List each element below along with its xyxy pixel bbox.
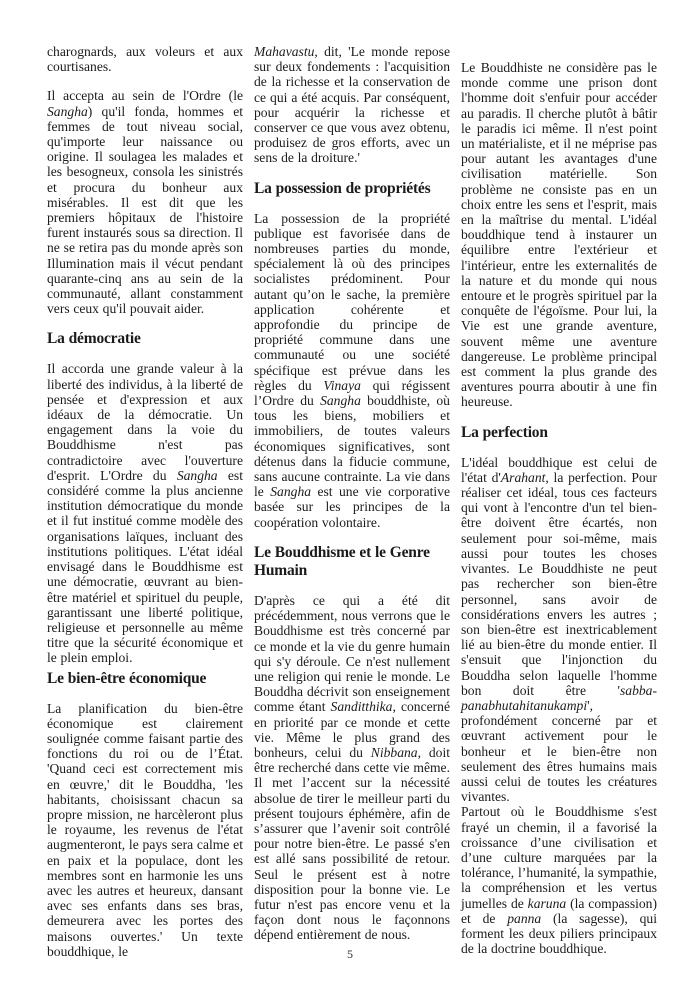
paragraph <box>254 44 450 166</box>
text-run: charognards, aux voleurs et aux courtisanes. <box>47 44 243 75</box>
text-run: (la compassion) et de <box>461 895 658 926</box>
paragraph <box>461 804 657 956</box>
text-run: , doit être recherché dans cette vie même. Il met l’accent sur la nécessité absolue de tirer le meilleur parti du présent toujours éphémère, afin de s’assurer que l’avenir soit contrôlé pour notre bien-être. Le passé s'en est allé sans possibilité de retour. Seul le présent est à notre disposition pour la bonne vie. Le futur n'est pas encore venu et la façon dont nous le façonnons dépend entièrement de nous. <box>254 744 450 943</box>
italic-term: panna <box>507 910 542 926</box>
paragraph <box>461 60 657 410</box>
text-run: , concerné en priorité par ce monde et cette vie. Même le plus grand des bonheurs, celui du <box>254 699 450 760</box>
italic-term: Sangha <box>320 393 361 409</box>
text-run: bouddhiste, où tous les biens, mobiliers et immobiliers, de toutes valeurs économiques significatives, sont détenus dans la fiducie commune, sans aucune contrainte. La vie dans le <box>254 393 450 500</box>
page-number: 5 <box>347 947 353 961</box>
text-run: est une vie corporative basée sur les principes de la coopération volontaire. <box>254 484 450 530</box>
text-run: ) qu'il fonda, hommes et femmes de tout niveau social, qu'importe leur naissance ou origine. Il soulagea les malades et les besogneux, consola les sinistrés et procura du bonheur aux misérables. Il est dit que les premiers hôpitaux de l'histoire furent instaurés sous sa direction. Il ne se retira pas du monde après son Illumination mais il vécut pendant quarante-cinq ans au sein de la communauté, allant constamment vers ceux qu'il pouvait aider. <box>47 103 243 317</box>
text-run: , la perfection. Pour réaliser cet idéal, tous ces facteurs qui vont à l'encontre d'un tel bien-être doivent être écartés, non seulement pour soi-même, mais aussi pour toutes les choses vivantes. Le Bouddhiste ne peut pas rechercher son bien-être personnel, sans avoir de considérations envers les autres ; son bien-être est inextricablement lié au bien-être du monde entier. Il s'ensuit que l'injonction du Bouddha selon laquelle l'homme bon doit être ' <box>461 469 658 698</box>
section-heading <box>254 180 450 198</box>
text-run: La possession de la propriété publique est favorisée dans de nombreuses parties du monde, spécialement là où des principes socialistes prédominent. Pour autant qu’on le sache, la première application cohérente et approfondie du principe de propriété commune dans une communauté ou une société spécifique est prévue dans les règles du <box>254 210 450 393</box>
text-run: La démocratie <box>47 330 141 348</box>
text-run: ', profondément concerné par et œuvrant activement pour le bonheur et le bien-être non seulement des êtres humains mais aussi celui de toutes les créatures vivantes. <box>461 697 657 805</box>
italic-term: sabba-panabhutahitanukampi <box>461 682 657 713</box>
text-run: Partout où le Bouddhisme s'est frayé un chemin, il a favorisé la croissance d’une civilisation et d’une culture marquées par la tolérance, l’humanité, la sympathie, la compréhension et les vertus jumelles de <box>461 804 657 911</box>
paragraph <box>47 88 243 316</box>
text-run: L'idéal bouddhique est celui de l'état d' <box>461 454 657 485</box>
paragraph <box>254 593 450 943</box>
italic-term: karuna <box>527 895 567 911</box>
italic-term: Nibbana <box>370 744 418 760</box>
section-heading <box>47 670 243 688</box>
text-run: (la sagesse), qui forment les deux piliers principaux de la doctrine bouddhique. <box>461 910 657 957</box>
text-run: Le bien-être économique <box>47 669 207 687</box>
section-heading <box>47 330 243 348</box>
text-run: D'après ce qui a été dit précédemment, nous verrons que le Bouddhisme est très concerné par ce monde et la vie du genre humain qui s'y déroule. Ce n'est nullement une religion qui renie le monde. Le Bouddha décrivit son enseignement comme étant <box>254 592 450 715</box>
text-column-3 <box>461 44 657 959</box>
paragraph <box>47 701 243 959</box>
italic-term: Arahant <box>500 469 546 485</box>
paragraph <box>461 455 657 805</box>
italic-term: Sangha <box>47 103 88 119</box>
text-columns <box>47 44 657 959</box>
section-heading <box>461 424 657 442</box>
text-run: Il accorda une grande valeur à la liberté des individus, à la liberté de pensée et d'expression et aux idéaux de la démocratie. Un engagement dans la voie du Bouddhisme n'est pas contradictoire avec l'ouverture d'esprit. L'Ordre du <box>47 361 243 483</box>
paragraph <box>47 361 243 665</box>
italic-term: Sangha <box>176 467 218 483</box>
italic-term: Mahavastu <box>254 44 315 59</box>
text-run: , dit, 'Le monde repose sur deux fondements : l'acquisition de la richesse et la conservation de ce qui a été acquis. Par conséquent, pour acquérir la richesse et conserver ce que vous avez obtenu, produisez de gros efforts, avec un sens de la droiture.' <box>254 44 450 166</box>
text-column-1 <box>47 44 243 959</box>
text-run: La perfection <box>461 423 548 441</box>
paragraph <box>47 44 243 74</box>
section-heading <box>254 544 450 580</box>
italic-term: Sanditthika <box>330 699 393 715</box>
text-run: qui régissent l’Ordre du <box>254 377 450 409</box>
text-column-2 <box>254 44 450 959</box>
text-run: Le Bouddhiste ne considère pas le monde comme une prison dont l'homme doit s'enfuir pour accéder au paradis. Il cherche plutôt à bâtir le paradis ici même. Il n'est point un matérialiste, et il ne méprise pas pour autant les avantages d'une civilisation matérielle. Son problème ne consiste pas en un choix entre les sens et l'esprit, mais en la maîtrise du mental. L'idéal bouddhique tend à instaurer un équilibre entre l'extérieur et l'intérieur, entre les externalités de la nature et du monde qui nous entoure et le progrès spirituel par la conquête de l'égoïsme. Pour lui, la Vie est une grande aventure, souvent même une aventure dangereuse. Le problème principal est comment la plus grande des aventures pourra aboutir à une fin heureuse. <box>461 60 657 410</box>
text-run: Il accepta au sein de l'Ordre (le <box>47 88 243 104</box>
text-run: est considéré comme la plus ancienne institution démocratique du monde et il fut institué comme modèle des organisations laïques, incluant des institutions politiques. L'état idéal envisagé dans le Bouddhisme est une démocratie, œuvrant au bien-être matériel et spirituel du peuple, garantissant une liberté politique, religieuse et personnelle au même titre que la sécurité économique et le plein emploi. <box>47 467 243 666</box>
text-run: La planification du bien-être économique est clairement soulignée comme faisant partie des fonctions du roi ou de l’État. 'Quand ceci est correctement mis en œuvre,' dit le Bouddha, 'les habitants, choisissant chacun sa propre mission, ne harcèleront plus le royaume, les revenus de l'état augmenteront, le pays sera calme et en paix et la populace, dont les membres sont en harmonie les uns avec les autres et heureux, dansant avec ses enfants dans ses bras, demeurera avec les portes des maisons ouvertes.' Un texte bouddhique, le <box>47 700 243 959</box>
paragraph <box>254 211 450 530</box>
text-run: Le Bouddhisme et le Genre Humain <box>254 543 430 579</box>
italic-term: Sangha <box>270 484 312 500</box>
italic-term: Vinaya <box>323 377 361 393</box>
text-run: La possession de propriétés <box>254 179 431 197</box>
